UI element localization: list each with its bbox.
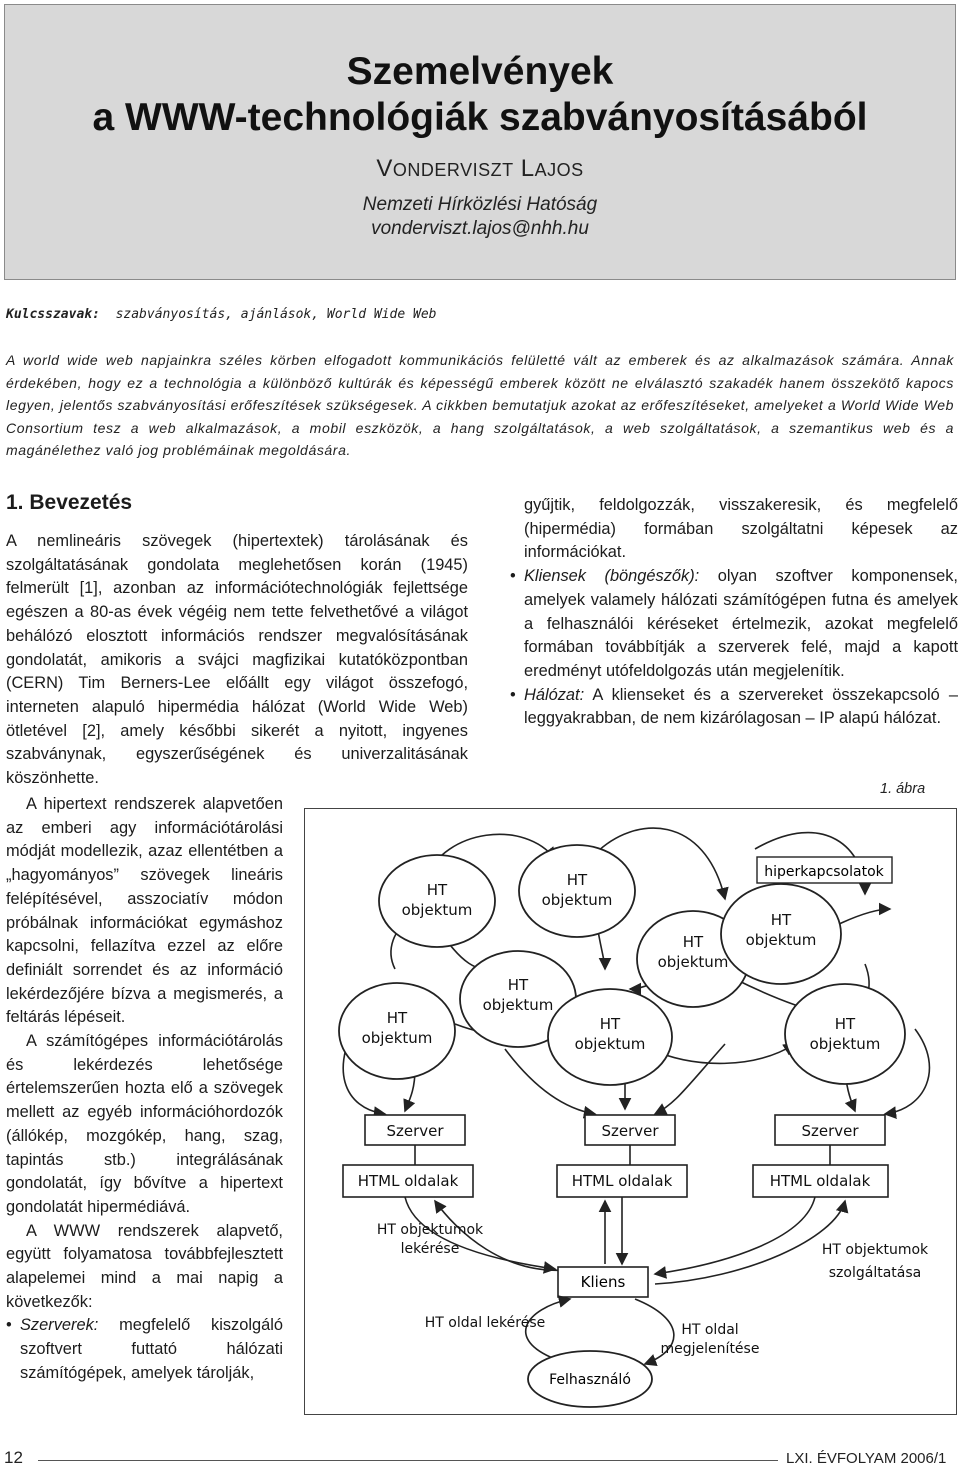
article-title: Szemelvények a WWW-technológiák szabványosításából bbox=[92, 50, 868, 139]
svg-text:objektum: objektum bbox=[482, 996, 554, 1014]
abstract: A world wide web napjainkra széles körben elfogadott kommunikációs felületté vált az emberek és az alkalmazások számára. Annak érdekében, hogy ez a technológia a különböző kultúrák és képességű emberek között ne elválasztó szakadék hanem összekötő kapocs legyen, jelentős szabványosítási erőfeszítések szükségesek. A cikkben bemutatjuk azokat az erőfeszítéseket, amelyeket a World Wide Web Consortium tesz a web alkalmazások, a mobil eszközök, a hang szolgáltatások, a web szolgáltatások, a szemantikus web és a magánélethez való jog problémáinak megoldására. bbox=[6, 352, 954, 458]
svg-text:objektum: objektum bbox=[745, 931, 817, 949]
paragraph: A számítógépes információtárolás és lekérdezés lehetősége értelemszerűen hozta elő a szövegek mellett az egyéb információhordozók (állókép, mozgókép, hang, szag, tapintás stb.) integrálásának gondolatát, így bővítve a hipertext gondolatát hipermédiává. bbox=[6, 1032, 283, 1216]
svg-text:objektum: objektum bbox=[361, 1029, 433, 1047]
keywords: Kulcsszavak: szabványosítás, ajánlások, World Wide Web bbox=[6, 307, 437, 322]
html-pages-label: HTML oldalak bbox=[769, 1172, 871, 1190]
right-column bbox=[510, 494, 958, 731]
response-label: HT objektumok bbox=[821, 1242, 929, 1258]
left-column-narrow bbox=[6, 793, 283, 1386]
svg-text:objektum: objektum bbox=[541, 891, 613, 909]
list-item: • Kliensek (böngészők): olyan szoftver komponensek, amelyek valamely hálózati számítógépen futna és amelyek a felhasználói kéréseket értelmezik, azokat megfelelő formában továbbítják a szerverek felé, majd a kapott eredményt utófeldolgozás után megjelenítik. bbox=[510, 567, 958, 680]
page-display-label: megjelenítése bbox=[660, 1341, 760, 1357]
svg-text:HT: HT bbox=[834, 1015, 856, 1033]
user-label: Felhasználó bbox=[549, 1372, 631, 1388]
ht-object-node bbox=[785, 984, 905, 1084]
svg-text:HT: HT bbox=[770, 911, 792, 929]
hyperlink-label: hiperkapcsolatok bbox=[764, 864, 884, 880]
svg-text:HT: HT bbox=[507, 976, 529, 994]
section-heading: 1. Bevezetés bbox=[6, 491, 133, 514]
paragraph: A WWW rendszerek alapvető, együtt folyamatosa továbbfejlesztett alapelemei mind a mai napig a következők: bbox=[6, 1221, 283, 1311]
svg-text:objektum: objektum bbox=[574, 1035, 646, 1053]
list-item: • Hálózat: A klienseket és a szervereket összekapcsoló – leggyakrabban, de nem kizárólagosan – IP alapú hálózat. bbox=[510, 685, 958, 728]
request-label: lekérése bbox=[400, 1241, 460, 1257]
svg-text:HT: HT bbox=[682, 933, 704, 951]
svg-text:objektum: objektum bbox=[657, 953, 729, 971]
svg-text:HT: HT bbox=[566, 871, 588, 889]
paragraph: gyűjtik, feldolgozzák, visszakeresik, és megfelelő (hipermédia) formában szolgáltatni képesek az információkat. bbox=[524, 496, 958, 562]
html-pages-label: HTML oldalak bbox=[357, 1172, 459, 1190]
paragraph: A nemlineáris szövegek (hipertextek) tárolásának és szolgáltatásának gondolata meglehetősen korán (1945) felmerült [1], azonban az információtechnológiák fejlettsége egészen a 80-as évek végéig nem tette felvethetővé a világot behálózó elosztott információs rendszer megvalósításának gondolatát, amikoris a svájci magfizikai kutatóközpontban (CERN) Tim Berners-Lee előállt egy világot összefogó, interneten alapuló hipermédia hálózat (World Wide Web) ötletével [2], amely későbbi sikerét a nyitott, ingyenes szabványnak, egyszerűségének és univerzalitásának köszönhette. bbox=[6, 532, 468, 788]
page-display-label: HT oldal bbox=[681, 1322, 739, 1338]
server-label: Szerver bbox=[386, 1122, 444, 1140]
www-architecture-diagram bbox=[305, 809, 955, 1413]
html-pages-label: HTML oldalak bbox=[571, 1172, 673, 1190]
left-column bbox=[6, 490, 468, 791]
svg-text:HT: HT bbox=[386, 1009, 408, 1027]
page-request-label: HT oldal lekérése bbox=[424, 1315, 546, 1331]
figure-diagram bbox=[304, 808, 957, 1415]
paragraph: A hipertext rendszerek alapvetően az emberi agy információtárolási módját modellezik, azaz ellentétben a „hagyományos” szövegek lineáris felépítésével, asszociatív módon próbálnak információkat egymáshoz kapcsolni, fellazítva ezzel az előre definiált sorrendet és az információ lekérdezőjére bízva a megismerés, a feltárás lépéseit. bbox=[6, 795, 283, 1027]
list-item: • Szerverek: megfelelő kiszolgáló szoftvert futtató hálózati számítógépek, amelyek tárolják, bbox=[6, 1316, 283, 1382]
author-email: vonderviszt.lajos@nhh.hu bbox=[371, 218, 589, 239]
server-label: Szerver bbox=[601, 1122, 659, 1140]
author-name: VONDERVISZT LAJOS bbox=[376, 155, 584, 182]
volume-info: LXI. ÉVFOLYAM 2006/1 bbox=[786, 1450, 947, 1467]
server-label: Szerver bbox=[801, 1122, 859, 1140]
figure-caption: 1. ábra bbox=[880, 781, 926, 797]
response-label: szolgáltatása bbox=[828, 1265, 922, 1281]
svg-text:HT: HT bbox=[599, 1015, 621, 1033]
svg-text:objektum: objektum bbox=[809, 1035, 881, 1053]
affiliation: Nemzeti Hírközlési Hatóság vonderviszt.lajos@nhh.hu bbox=[5, 193, 955, 241]
client-label: Kliens bbox=[580, 1273, 626, 1291]
footer-rule bbox=[38, 1460, 778, 1461]
svg-text:objektum: objektum bbox=[401, 901, 473, 919]
title-box bbox=[4, 4, 956, 280]
svg-text:HT: HT bbox=[426, 881, 448, 899]
page-number: 12 bbox=[4, 1448, 23, 1467]
request-label: HT objektumok bbox=[376, 1222, 484, 1238]
